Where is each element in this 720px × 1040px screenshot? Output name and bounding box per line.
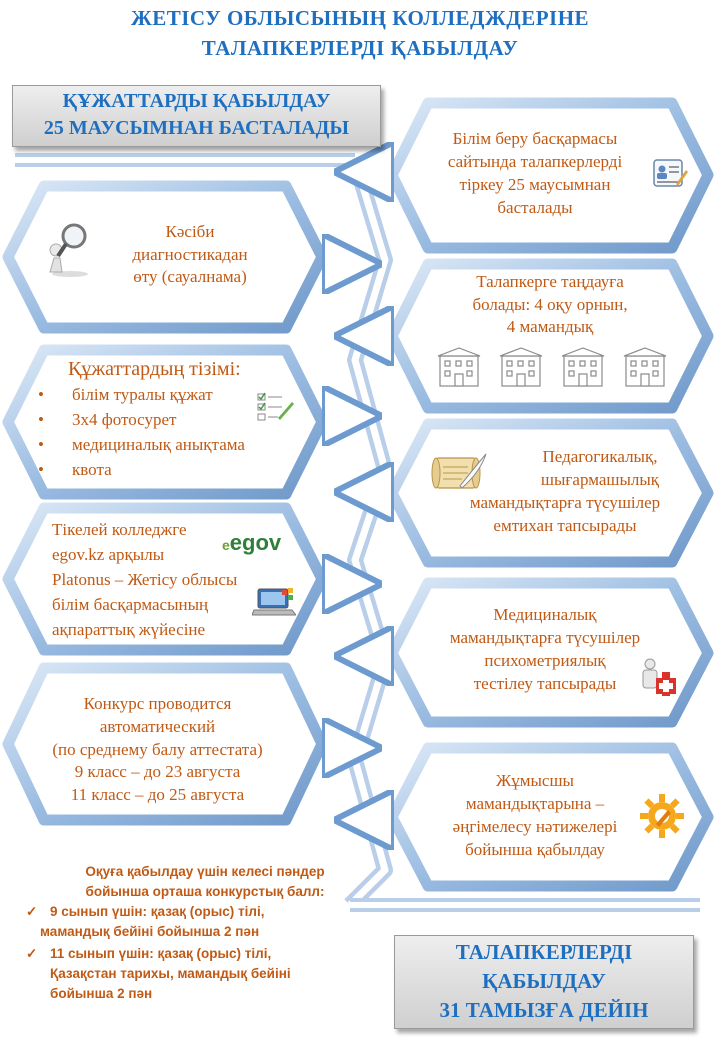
step-diagnostics-line-1: Кәсіби [165,221,215,241]
requirements-block [26,862,380,1004]
checklist-icon [256,392,296,422]
step-registration [425,115,645,233]
step-diagnostics-line-2: диагностикадан [132,244,248,264]
step-diagnostics-line-3: өту (сауалнама) [133,267,247,287]
step-contest-line-4: 9 класс – до 23 августа [74,762,241,782]
requirements-item-line: бойынша 2 пән [50,986,153,1001]
step-workers-line-3: әңгімелесу нәтижелері [452,817,618,836]
checkmark-icon: ✓ [26,904,38,919]
step-workers-line-4: бойынша қабылдау [465,839,605,859]
step-submission-line-2: egov.kz арқылы [52,545,165,564]
step-contest [15,688,300,812]
step-medical-test [420,598,670,702]
step-medical-line-4: тестілеу тапсырады [473,673,617,693]
step-exam-line-1: Педагогикалық, [542,447,658,467]
start-box-line-1: ҚҰЖАТТАРДЫ ҚАБЫЛДАУ [62,90,331,112]
registration-form-icon [652,158,688,190]
requirements-item-line: Қазақстан тарихы, мамандық бейіні [50,966,291,981]
step-exam-line-3: мамандықтарға түсушілер [469,493,661,512]
step-submission-line-3: Platonus – Жетісу облысы [52,570,238,589]
step-contest-line-2: автоматический [99,716,216,736]
step-exam-line-2: шығармашылық [540,470,660,490]
step-choice-line-3: 4 мамандық [506,317,594,337]
step-choice [425,270,675,340]
step-contest-line-5: 11 класс – до 25 августа [70,785,245,805]
end-box-line-1: ТАЛАПКЕРЛЕРДІ [455,940,633,964]
step-medical-line-2: мамандықтарға түсушілер [449,628,641,648]
step-submission-line-1: Тікелей колледжге [52,520,187,539]
documents-list-title: Құжаттардың тізімі: [68,358,241,380]
documents-list-item: • квота [40,457,310,482]
step-workers-line-2: мамандықтарына – [465,794,605,814]
requirements-item-line: 11 сынып үшін: қазақ (орыс) тілі, [50,946,272,961]
magnifier-figure-icon [40,220,96,278]
step-medical-line-1: Медициналық [493,605,597,625]
documents-start-box [12,85,381,147]
requirements-heading-line-1: Оқуға қабылдау үшін келесі пәндер [85,864,325,879]
documents-list-item: • медициналық анықтама [40,432,310,457]
step-medical-line-3: психометриялық [484,651,606,670]
start-box-line-2: 25 МАУСЫМНАН БАСТАЛАДЫ [43,117,350,139]
documents-list-item: • 3х4 фотосурет [40,407,310,432]
step-registration-line-1: Білім беру басқармасы [452,129,618,149]
gear-wrench-icon [638,792,686,840]
requirements-heading-line-2: бойынша орташа конкурстық балл: [85,884,325,899]
step-choice-line-1: Талапкерге таңдауға [476,271,624,291]
requirements-item [26,902,380,942]
requirements-item [26,944,380,1004]
egov-logo [222,530,281,556]
page-title-line-1: ЖЕТІСУ ОБЛЫСЫНЫҢ КОЛЛЕДЖДЕРІНЕ [130,6,590,30]
step-registration-line-2: сайтында талапкерлерді [447,152,623,172]
admission-end-box [394,935,694,1029]
step-contest-line-1: Конкурс проводится [83,693,232,713]
step-exam-line-4: емтихан тапсырады [493,515,637,535]
page-title-line-2: ТАЛАПКЕРЛЕРДІ ҚАБЫЛДАУ [201,36,519,60]
end-box-line-2: ҚАБЫЛДАУ [482,969,606,993]
step-workers-line-1: Жұмысшы [496,771,574,791]
step-submission-line-5: ақпараттық жүйесіне [52,620,206,639]
step-workers [425,762,645,870]
step-contest-line-3: (по среднему балу аттестата) [52,739,263,759]
egov-logo-text: egov [229,530,282,555]
egov-logo-mark: e [222,537,230,553]
end-box-line-3: 31 ТАМЫЗҒА ДЕЙІН [439,998,649,1022]
college-buildings-icon [436,346,672,388]
laptop-icon [252,586,296,618]
step-submission-line-4: білім басқармасының [52,595,209,614]
requirements-item-line: мамандық бейіні бойынша 2 пән [40,924,260,939]
documents-list-item: • білім туралы құжат [40,382,310,407]
checkmark-icon: ✓ [26,946,38,961]
requirements-item-line: 9 сынып үшін: қазақ (орыс) тілі, [50,904,265,919]
step-exam [440,440,690,544]
step-registration-line-3: тіркеу 25 маусымнан [459,175,611,194]
step-choice-line-2: болады: 4 оқу орнын, [472,294,628,314]
step-diagnostics [100,215,280,295]
medical-cross-icon [638,656,678,696]
step-registration-line-4: басталады [497,197,573,217]
